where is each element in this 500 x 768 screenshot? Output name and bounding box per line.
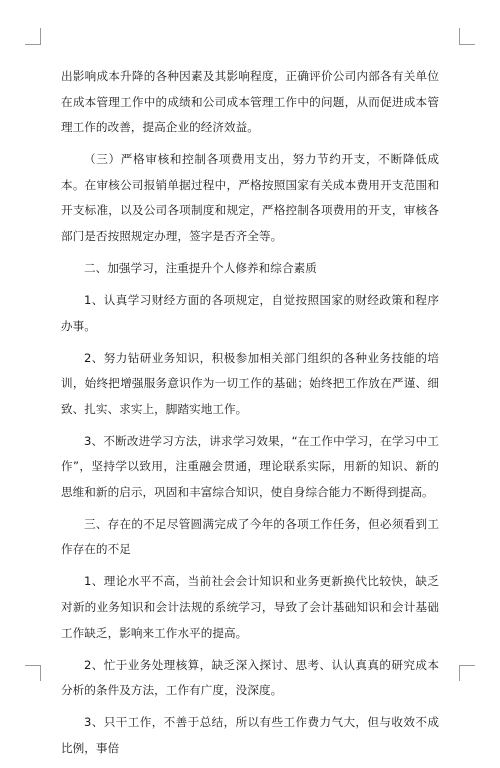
paragraph-shortcoming-3: 3、只干工作，不善于总结，所以有些工作费力气大，但与收效不成比例，事倍 [61, 715, 439, 755]
document-body [61, 64, 439, 768]
crop-mark-top-right-horizontal [459, 44, 475, 45]
crop-mark-bottom-left-horizontal [25, 665, 41, 666]
paragraph-study-item-1: 1、认真学习财经方面的各项规定，自觉按照国家的财经政策和程序办事。 [61, 292, 439, 333]
paragraph-shortcoming-1: 1、理论水平不高，当前社会会计知识和业务更新换代比较快，缺乏对新的业务知识和会计法规的系统学习，导致了会计基础知识和会计基础工作缺乏，影响来工作水平的提高。 [61, 574, 439, 640]
paragraph-continuation: 出影响成本升降的各种因素及其影响程度，正确评价公司内部各有关单位在成本管理工作中的成绩和公司成本管理工作中的问题，从而促进成本管理工作的改善，提高企业的经济效益。 [61, 69, 439, 135]
paragraph-expense-control: （三）严格审核和控制各项费用支出，努力节约开支，不断降低成本。在审核公司报销单据过程中，严格按照国家有关成本费用开支范围和开支标准，以及公司各项制度和规定，严格控制各项费用的开支，审核各部门是否按照规定办理，签字是否齐全等。 [61, 152, 439, 243]
crop-mark-bottom-left-vertical [40, 665, 41, 681]
crop-mark-top-right-vertical [459, 28, 460, 44]
paragraph-study-item-3: 3、不断改进学习方法，讲求学习效果，“在工作中学习，在学习中工作”，坚持学以致用，注重融会贯通，理论联系实际，用新的知识、新的思维和新的启示，巩固和丰富综合知识，使自身综合能力不断得到提高。 [61, 433, 439, 499]
crop-mark-bottom-right-horizontal [459, 665, 475, 666]
crop-mark-top-left-horizontal [25, 44, 41, 45]
crop-mark-bottom-right-vertical [459, 665, 460, 681]
section-heading-shortcomings: 三、存在的不足尽管圆满完成了今年的各项工作任务，但必须看到工作存在的不足 [61, 516, 439, 557]
section-heading-study: 二、加强学习，注重提升个人修养和综合素质 [84, 260, 317, 275]
crop-mark-top-left-vertical [40, 28, 41, 44]
paragraph-study-item-2: 2、努力钻研业务知识，积极参加相关部门组织的各种业务技能的培训，始终把增强服务意识作为一切工作的基础；始终把工作放在严谨、细致、扎实、求实上，脚踏实地工作。 [61, 350, 439, 416]
paragraph-shortcoming-2: 2、忙于业务处理核算，缺乏深入探讨、思考、认认真真的研究成本分析的条件及方法，工作有广度，没深度。 [61, 657, 439, 698]
